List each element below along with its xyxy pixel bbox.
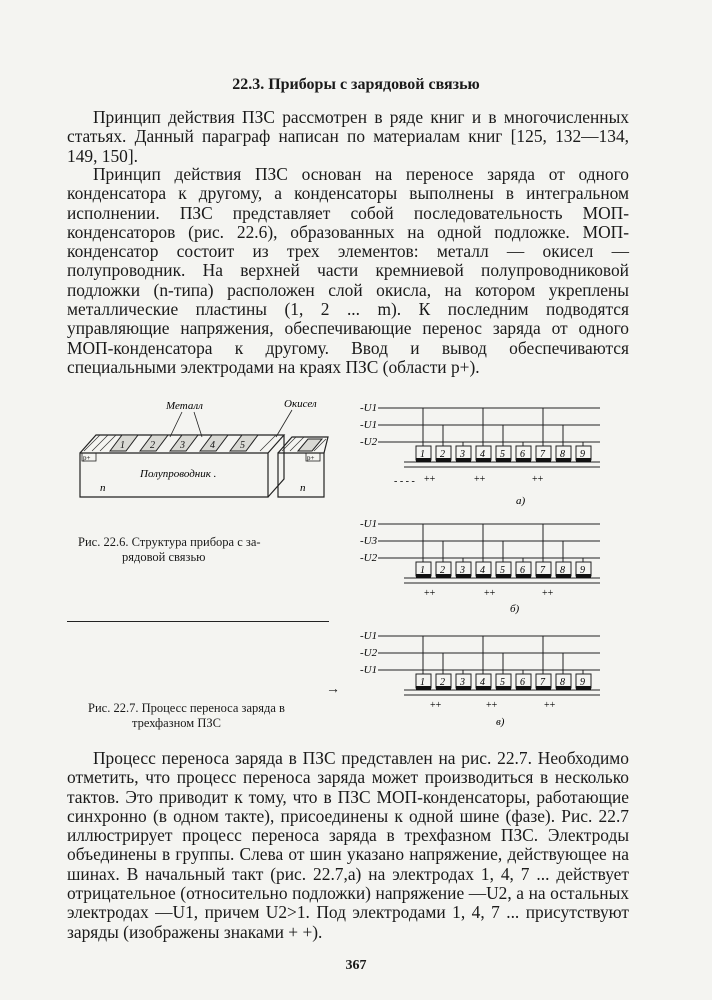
electrode-number: 9 [580,565,585,576]
n-type-label: n [100,482,106,494]
divider-rule [67,621,329,622]
electrode-number: 4 [480,565,485,576]
electrode-number: 7 [540,449,545,460]
electrode-number: 4 [480,677,485,688]
bus-voltage-label: -U3 [360,535,378,547]
bus-voltage-label: -U2 [360,647,378,659]
p-region-label: p+ [307,454,315,462]
electrode-number: 4 [480,449,485,460]
bus-voltage-label: -U1 [360,630,378,642]
paragraph-intro: Принцип действия ПЗС рассмотрен в ряде книг и в многочисленных статьях. Данный параграф написан по материалам книг [125, 132—134, 149, 150]. [67,107,629,166]
electrode-number: 8 [560,677,565,688]
electrode-number: 3 [460,565,465,576]
electrode-label: 5 [240,440,245,451]
figure-charge-transfer [360,396,610,741]
caption-line: трехфазном ПЗС [132,716,221,730]
figure-22-7-caption [88,701,353,731]
p-region-label: p+ [83,454,91,462]
caption-line: рядовой связью [122,550,206,564]
n-type-label: n [300,482,306,494]
electrode-label: 1 [120,440,125,451]
paragraph-principle: Принцип действия ПЗС основан на переносе заряда от одного конденсатора к другому, а конденсаторы выполнены в интегральном исполнении. ПЗС представляет собой последовательность МОП-конденсаторов (рис. 22.6), образованных на одной подложке. МОП-конденсатор состоит из трех элементов: металл — окисел — полупроводник. На верхней части кремниевой полупроводниковой подложки (n-типа) расположен слой окисла, на котором укреплены металлические пластины (1, 2 ... m). К последним подводятся управляющие напряжения, обеспечивающие перенос заряда от одного МОП-конденсатора к другому. Ввод и вывод обеспечиваются специальными электродами на краях ПЗС (области p+). [67,164,629,377]
transfer-panel-b [360,518,600,615]
metal-label: Металл [166,400,203,412]
electrode-label: 4 [210,440,215,451]
electrode-number: 1 [420,449,425,460]
electrode-number: 8 [560,565,565,576]
electrode-number: 2 [440,677,445,688]
paragraph-transfer-process: Процесс переноса заряда в ПЗС представлен на рис. 22.7. Необходимо отметить, что процесс переноса заряда может производиться в несколько тактов. Это приводит к тому, что в ПЗС МОП-конденсаторы, работающие синхронно (в одном такте), присоединены к одной шине (фазе). Рис. 22.7 иллюстрирует процесс переноса заряда в трехфазном ПЗС. Электроды объединены в группы. Слева от шин указано напряжение, действующее на шинах. В начальный такт (рис. 22.7,а) на электродах 1, 4, 7 ... действует отрицательное (относительно подложки) напряжение —U2, а на остальных электродах —U1, причем U2>1. Под электродами 1, 4, 7 ... присутствуют заряды (изображены знаками + +). [67,748,629,942]
svg-text:- - - -: - - - - [394,476,415,487]
electrode-number: 1 [420,677,425,688]
electrode-row [416,408,591,462]
caption-line: Рис. 22.6. Структура прибора с за- [78,535,261,549]
svg-text:++: ++ [430,700,442,711]
svg-text:++: ++ [544,700,556,711]
svg-text:++: ++ [424,474,436,485]
electrode-number: 5 [500,677,505,688]
bus-voltage-label: -U2 [360,552,378,564]
panel-tag: б) [510,603,520,615]
bus-voltage-label: -U1 [360,419,378,431]
page-number: 367 [345,958,367,973]
electrode-number: 7 [540,677,545,688]
electrode-number: 6 [520,449,525,460]
electrode-number: 5 [500,449,505,460]
electrode-number: 2 [440,565,445,576]
svg-text:++: ++ [474,474,486,485]
electrode-number: 8 [560,449,565,460]
electrode-number: 3 [460,677,465,688]
figure-22-6-caption [78,535,343,565]
transfer-panel-c [360,630,600,728]
electrode-number: 3 [460,449,465,460]
electrode-number: 1 [420,565,425,576]
electrode-number: 6 [520,677,525,688]
svg-text:++: ++ [542,588,554,599]
electrode-number: 5 [500,565,505,576]
electrode-number: 9 [580,449,585,460]
electrode-label: 3 [180,440,185,451]
svg-text:++: ++ [484,588,496,599]
electrode-number: 9 [580,677,585,688]
svg-text:++: ++ [486,700,498,711]
semiconductor-label: Полупроводник . [140,468,217,480]
electrode-label: 2 [150,440,155,451]
oxide-label: Окисел [284,398,317,410]
svg-text:++: ++ [532,474,544,485]
transfer-panel-a [360,402,600,507]
figure-ccd-structure [70,395,330,505]
arrow-icon: → [326,682,340,697]
bus-voltage-label: -U1 [360,518,378,530]
electrode-row [416,524,591,578]
bus-voltage-label: -U2 [360,436,378,448]
electrode-row [416,636,591,690]
electrode-number: 6 [520,565,525,576]
bus-voltage-label: -U1 [360,664,378,676]
electrode-number: 2 [440,449,445,460]
panel-tag: а) [516,495,526,507]
electrode-number: 7 [540,565,545,576]
section-title: 22.3. Приборы с зарядовой связью [232,76,480,93]
panel-tag: в) [496,716,505,728]
caption-line: Рис. 22.7. Процесс переноса заряда в [88,701,285,715]
svg-text:++: ++ [424,588,436,599]
bus-voltage-label: -U1 [360,402,378,414]
